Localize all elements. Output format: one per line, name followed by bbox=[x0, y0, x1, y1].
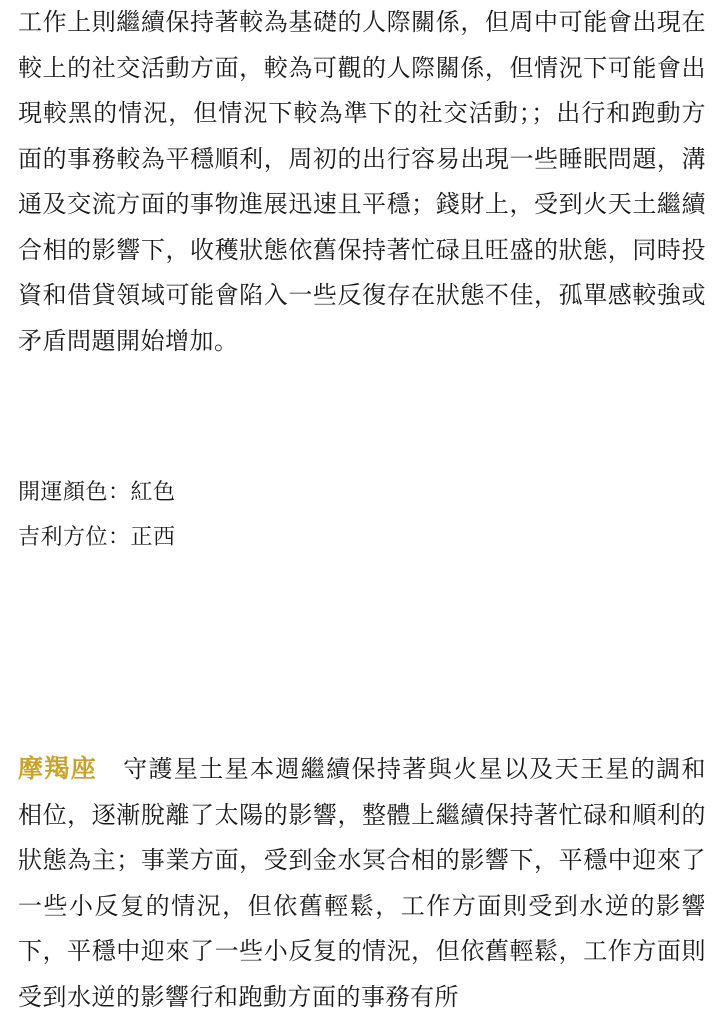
lucky-info bbox=[18, 470, 176, 560]
article-body bbox=[18, 0, 706, 364]
capricorn-body: 守護星土星本週繼續保持著與火星以及天王星的調和相位，逐漸脫離了太陽的影響，整體上繼續保持著忙碌和順利的狀態為主；事業方面，受到金水冥合相的影響下，平穩中迎來了一些小反复的情況，但依舊輕鬆，工作方面則受到水逆的影響下，平穩中迎來了一些小反复的情況，但依舊輕鬆，工作方面則受到水逆的影響行和跑動方面的事務有所 bbox=[18, 755, 706, 1011]
lucky-direction-value: 正西 bbox=[130, 525, 176, 550]
paragraph-previous-sign: 工作上則繼續保持著較為基礎的人際關係，但周中可能會出現在較上的社交活動方面，較為可觀的人際關係，但情況下可能會出現較黑的情況，但情況下較為準下的社交活動；；出行和跑動方面的事務較為平穩順利，周初的出行容易出現一些睡眠問題，溝通及交流方面的事物進展迅速且平穩；錢財上，受到火天土繼續合相的影響下，收穫狀態依舊保持著忙碌且旺盛的狀態，同時投資和借貸領域可能會陷入一些反復存在狀態不佳，孤單感較強或矛盾問題開始增加。 bbox=[18, 8, 706, 355]
lucky-color-row bbox=[18, 470, 176, 515]
lucky-direction-row bbox=[18, 515, 176, 560]
capricorn-section bbox=[18, 746, 706, 1020]
lucky-color-value: 紅色 bbox=[130, 480, 176, 505]
sign-title-capricorn: 摩羯座 bbox=[18, 754, 98, 783]
lucky-direction-label: 吉利方位： bbox=[18, 525, 131, 550]
lucky-color-label: 開運顏色： bbox=[18, 480, 131, 505]
